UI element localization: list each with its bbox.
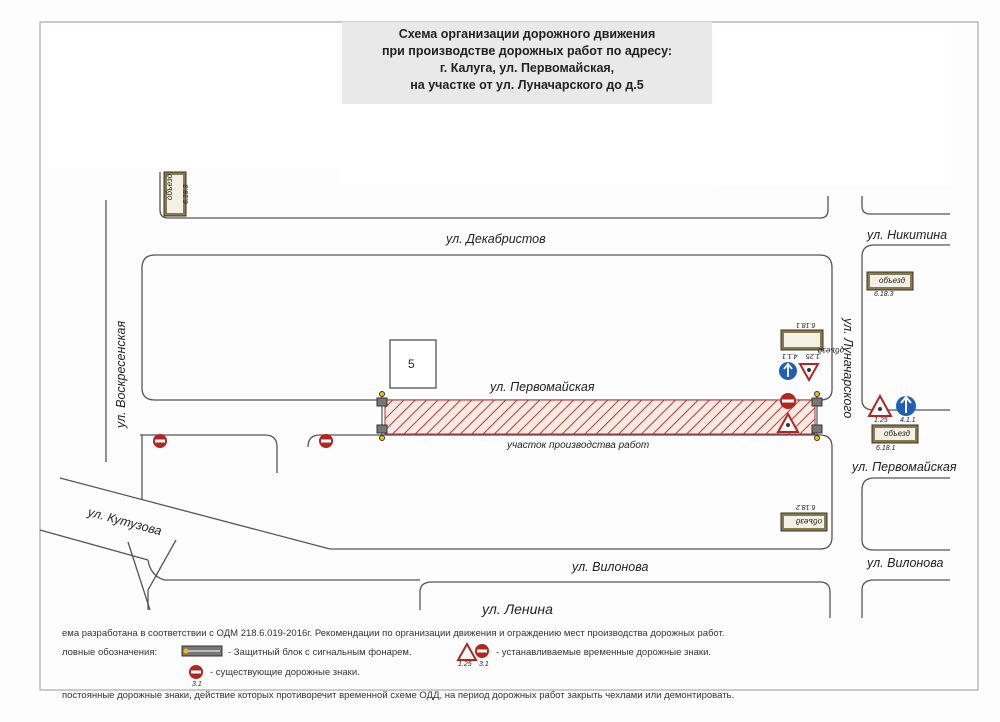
code-6-18-1-top-right: 6.18.1 xyxy=(796,321,816,328)
legend-code-3-1: 3.1 xyxy=(479,661,489,668)
detour-text-right-1: объезд xyxy=(879,276,906,285)
redaction-left xyxy=(48,26,340,168)
code-6-18-1-right: 6.18.1 xyxy=(876,445,896,452)
street-dekabristov: ул. Декабристов xyxy=(446,232,546,246)
street-voskresenskaya: ул. Воскресенская xyxy=(114,320,128,428)
code-1-25-left: 1.25 xyxy=(806,352,820,359)
curb-right-top xyxy=(862,196,950,214)
work-zone xyxy=(385,400,815,434)
block-right-bottom xyxy=(862,580,950,618)
legend-code-1-25: 1.25 xyxy=(458,661,472,668)
sign-1-25-left xyxy=(800,364,818,380)
detour-sign-top-right xyxy=(781,330,823,350)
legend-existing-code-3-1: 3.1 xyxy=(192,681,202,688)
legend-protective-block: - Защитный блок с сигнальным фонарем. xyxy=(228,647,412,658)
legend-line-2-prefix: ловные обозначения: xyxy=(62,647,158,658)
curb-vilonova-left xyxy=(148,560,420,580)
block-lower xyxy=(308,435,832,549)
street-lenina: ул. Ленина xyxy=(482,601,553,617)
curb-lower-left-2 xyxy=(128,542,150,610)
code-6-18-3-top-left: 6.18.3 xyxy=(183,184,190,204)
legend-protective-block-icon xyxy=(182,646,222,656)
detour-text-right-2: объезд xyxy=(884,429,911,438)
code-1-25-right: 1.25 xyxy=(874,417,888,424)
redaction-bottom xyxy=(340,104,720,184)
title-line-4: на участке от ул. Луначарского до д.5 xyxy=(410,78,644,92)
block-main xyxy=(142,255,832,400)
curb-lower-left xyxy=(148,540,176,610)
sign-1-25-right xyxy=(869,396,891,416)
code-6-18-3-right: 6.18.3 xyxy=(874,291,894,298)
street-pervomayskaya-right: ул. Первомайская xyxy=(852,460,957,474)
title-line-1: Схема организации дорожного движения xyxy=(398,27,656,41)
no-entry-sign-1 xyxy=(153,434,167,448)
legend-existing-sign-icon xyxy=(189,665,203,679)
detour-text-bottom: объезд xyxy=(796,517,823,526)
code-4-1-1-left: 4.1.1 xyxy=(782,352,798,359)
street-lunacharskogo: ул. Луначарского xyxy=(841,318,855,419)
code-4-1-1-right: 4.1.1 xyxy=(900,417,916,424)
block-right-top xyxy=(862,245,950,410)
work-zone-label: участок производства работ xyxy=(507,440,650,451)
sign-4-1-1-right xyxy=(896,396,916,416)
street-kutuzova: ул. Кутузова xyxy=(86,505,164,539)
title-line-2: при производстве дорожных работ по адресу: xyxy=(381,44,673,58)
street-vilonova-right: ул. Вилонова xyxy=(867,556,944,570)
no-entry-sign-work xyxy=(780,393,796,409)
block-right-middle xyxy=(862,478,950,550)
sign-4-1-1-left xyxy=(779,362,797,380)
street-nikitina: ул. Никитина xyxy=(867,228,948,242)
street-pervomayskaya: ул. Первомайская xyxy=(490,380,595,394)
title-line-3: г. Калуга, ул. Первомайская, xyxy=(439,61,615,75)
legend-line-4: постоянные дорожные знаки, действие которых противоречит временной схеме ОДД, на период дорожных работ закрыть чехлами или демонтировать. xyxy=(62,690,735,701)
legend-existing-signs: - существующие дорожные знаки. xyxy=(210,667,360,678)
street-vilonova: ул. Вилонова xyxy=(572,560,649,574)
building-number: 5 xyxy=(408,357,415,371)
redaction-right xyxy=(716,26,951,186)
code-6-18-2-bottom: 6.18.2 xyxy=(796,503,816,510)
legend-line-1: ема разработана в соответствии с ОДМ 218.6.019-2016г. Рекомендации по организации движения и ограждению мест производства дорожных работ. xyxy=(62,628,725,639)
scheme-title xyxy=(342,22,712,106)
legend-temporary-sign-icon xyxy=(458,644,489,660)
legend-temporary-signs: - устанавливаемые временные дорожные знаки. xyxy=(496,647,712,658)
detour-text-top-left: объезд xyxy=(165,173,174,200)
detour-text-top-right: объезд xyxy=(818,346,845,355)
no-entry-sign-2 xyxy=(319,434,333,448)
